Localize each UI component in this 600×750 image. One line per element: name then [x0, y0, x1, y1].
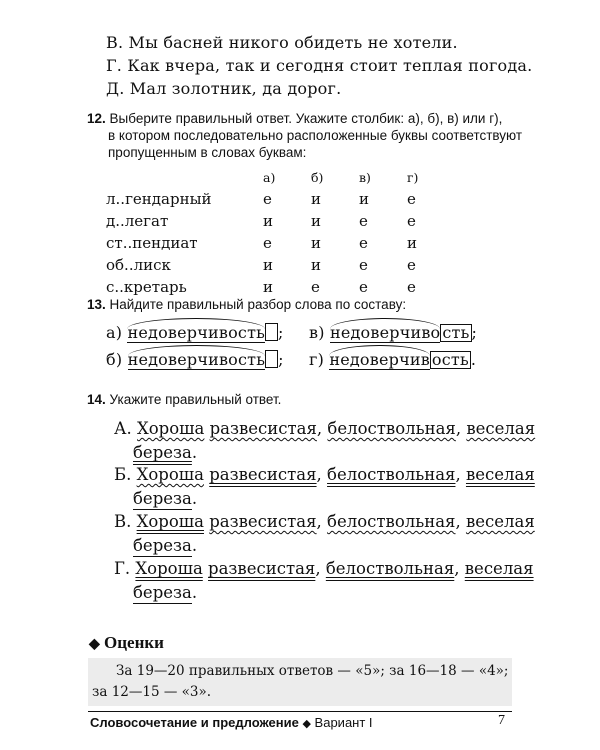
ending-box: ость: [431, 350, 469, 369]
col-header-v: в): [359, 169, 371, 185]
word: развесистая: [209, 419, 317, 438]
word: береза: [133, 489, 192, 508]
table-row: [106, 188, 455, 210]
word: Хороша: [135, 559, 203, 578]
cell: е: [359, 278, 368, 296]
page-number: 7: [498, 713, 505, 728]
footer-rule: [88, 711, 512, 712]
empty-ending-box: [265, 350, 278, 368]
grades-title: Оценки: [104, 633, 164, 652]
option-label: Г.: [114, 559, 131, 578]
col-header-b: б): [311, 169, 324, 185]
option-label: а): [106, 323, 123, 342]
question-number: 13.: [87, 297, 106, 312]
word: развесистая: [208, 559, 316, 578]
cell: е: [359, 234, 368, 252]
word: белоствольная: [327, 419, 456, 438]
word: береза: [133, 536, 192, 555]
separator: .: [470, 350, 477, 369]
question-13: [87, 296, 406, 313]
cell: е: [407, 190, 416, 208]
grades-line2: за 12—15 — «3».: [92, 684, 212, 700]
question-text-line1: Выберите правильный ответ. Укажите столбик: а), б), в) или г),: [109, 111, 503, 126]
question-text: Укажите правильный ответ.: [109, 392, 282, 407]
separator: ;: [471, 323, 478, 342]
option-label: б): [106, 350, 123, 369]
option-V: В. Хороша развесистая, белоствольная, веселая береза.: [114, 512, 535, 555]
cell: и: [311, 256, 321, 274]
cell: и: [263, 278, 273, 296]
option-label: в): [309, 323, 325, 342]
word: белоствольная: [325, 559, 455, 578]
row-word: с..кретарь: [106, 278, 187, 296]
answer-v: В. Мы басней никого обидеть не хотели.: [106, 33, 458, 52]
option-label: В.: [114, 512, 132, 531]
row-word: л..гендарный: [106, 190, 212, 208]
word: Хороша: [136, 465, 204, 484]
word: веселая: [466, 419, 536, 438]
word: Хороша: [137, 419, 205, 438]
diamond-icon: ◆: [89, 637, 100, 652]
row-word: ст..пендиат: [106, 234, 198, 252]
cell: е: [359, 256, 368, 274]
cell: е: [311, 278, 320, 296]
question-number: 12.: [87, 111, 106, 126]
footer: [90, 715, 373, 730]
option-v: [309, 323, 477, 343]
answer-d: Д. Мал золотник, да дорог.: [106, 79, 342, 98]
cell: е: [263, 234, 272, 252]
word: белоствольная: [327, 512, 456, 531]
cell: е: [359, 212, 368, 230]
table-row: [106, 232, 455, 254]
question-text: Найдите правильный разбор слова по составу:: [109, 297, 407, 312]
parsed-word: недоверчивость: [127, 323, 266, 342]
cell: и: [407, 234, 417, 252]
parsed-stem: недоверчив: [329, 350, 430, 369]
table-row: [106, 276, 455, 298]
empty-ending-box: [265, 323, 278, 341]
answer-g: Г. Как вчера, так и сегодня стоит теплая погода.: [106, 56, 533, 75]
word: Хороша: [136, 512, 204, 531]
cell: и: [263, 256, 273, 274]
diamond-icon: ◆: [302, 718, 311, 730]
word: развесистая: [209, 465, 317, 484]
option-label: А.: [114, 419, 132, 438]
word: веселая: [464, 559, 534, 578]
row-word: об..лиск: [106, 256, 171, 274]
word: развесистая: [209, 512, 317, 531]
word: береза: [133, 443, 192, 462]
parsed-word: недоверчивость: [127, 350, 266, 369]
parsed-stem: недоверчиво: [329, 323, 441, 342]
cell: и: [311, 212, 321, 230]
question-12: [87, 110, 527, 161]
cell: е: [407, 278, 416, 296]
cell: и: [311, 190, 321, 208]
question-number: 14.: [87, 392, 106, 407]
cell: е: [407, 256, 416, 274]
option-a: [106, 323, 284, 343]
option-g: [309, 350, 476, 370]
footer-variant: Вариант I: [314, 715, 373, 730]
question-text-line3: пропущенным в словах буквам:: [108, 145, 307, 160]
word: береза: [133, 583, 192, 602]
col-header-a: а): [263, 169, 276, 185]
ending-box: сть: [442, 323, 470, 342]
option-label: г): [309, 350, 325, 369]
cell: и: [311, 234, 321, 252]
col-header-g: г): [407, 169, 419, 185]
option-b: [106, 350, 284, 370]
word: веселая: [465, 465, 535, 484]
option-B: Б. Хороша развесистая, белоствольная, веселая береза.: [114, 465, 535, 508]
word: белоствольная: [327, 465, 456, 484]
cell: е: [263, 190, 272, 208]
grades-line1: За 19—20 правильных ответов — «5»; за 16—18 — «4»;: [116, 663, 509, 679]
separator: ;: [278, 350, 284, 369]
question-14: [87, 391, 281, 408]
option-label: Б.: [114, 465, 132, 484]
row-word: д..легат: [106, 212, 169, 230]
table-row: [106, 210, 455, 232]
word: веселая: [465, 512, 535, 531]
letters-table: [106, 166, 455, 298]
table-row: [106, 254, 455, 276]
option-G: Г. Хороша развесистая, белоствольная, веселая береза.: [114, 559, 534, 602]
option-A: А. Хороша развесистая, белоствольная, веселая береза.: [114, 419, 536, 462]
grades-heading: [89, 633, 164, 653]
cell: и: [359, 190, 369, 208]
cell: е: [407, 212, 416, 230]
footer-section: Словосочетание и предложение: [90, 715, 299, 730]
question-text-line2: в котором последовательно расположенные буквы соответствуют: [108, 128, 523, 143]
cell: и: [263, 212, 273, 230]
separator: ;: [278, 323, 284, 342]
